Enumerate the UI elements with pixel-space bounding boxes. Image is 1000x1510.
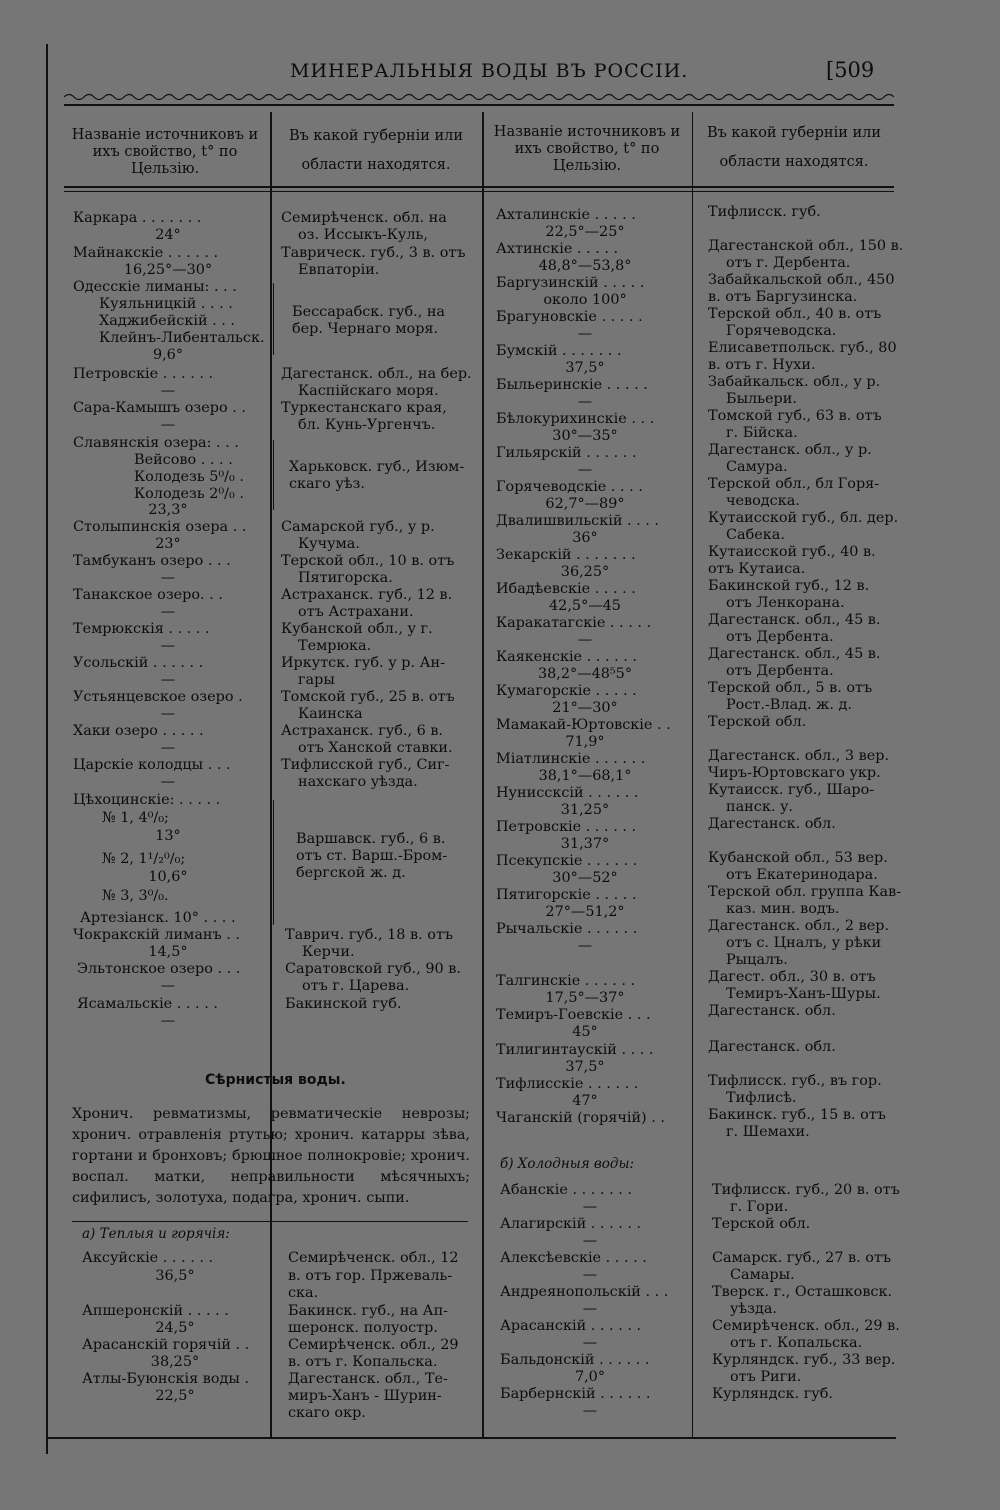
- source-name: Хаки озеро . . . . .: [73, 723, 204, 739]
- source-name: Столыпинскія озера . .: [73, 519, 247, 535]
- header-line: Цельзію.: [552, 158, 622, 174]
- temperature-value: —: [582, 1233, 598, 1249]
- temperature-value: 37,5°: [565, 360, 605, 376]
- source-name: Тифлисскіе . . . . . .: [496, 1076, 639, 1092]
- temperature-value: 24°: [155, 227, 181, 243]
- source-name: Петровскіе . . . . . .: [496, 819, 637, 835]
- temperature-value: —: [577, 632, 593, 648]
- location-text: Темрюка.: [298, 638, 372, 654]
- temperature-value: 71,9°: [565, 734, 605, 750]
- location-text: Дагестанск. обл., 45 в.: [708, 646, 881, 662]
- source-name: Вейсово . . . .: [134, 452, 233, 468]
- source-name: Клейнъ-Либентальск.: [99, 330, 265, 346]
- location-text: Тифлисск. губ.: [708, 204, 821, 220]
- section-title: Сѣрнистыя воды.: [205, 1072, 346, 1088]
- location-text: Семирѣченск. обл., 12: [288, 1250, 459, 1266]
- location-text: Тифлисѣ.: [726, 1090, 797, 1106]
- location-text: Дагестанск. обл.: [708, 816, 836, 832]
- source-name: Зекарскій . . . . . . .: [496, 547, 636, 563]
- location-text: Дагестанск. обл., 3 вер.: [708, 748, 890, 764]
- header-bottom-rule: [64, 186, 894, 188]
- location-text: Дагестанск. обл., на бер.: [281, 366, 472, 382]
- location-text: Семирѣченск. обл., 29: [288, 1337, 459, 1353]
- location-text: Самарской губ., у р.: [281, 519, 435, 535]
- location-text: Бакинск. губ., 15 в. отъ: [708, 1107, 886, 1123]
- location-text: Чиръ-Юртовскаго укр.: [708, 765, 881, 781]
- source-name: Рычальскіе . . . . . .: [496, 921, 638, 937]
- temperature-value: 42,5°—45: [549, 598, 621, 614]
- temperature-value: —: [577, 326, 593, 342]
- location-text: отъ с. Цналъ, у рѣки: [726, 935, 882, 951]
- temperature-value: 45°: [572, 1024, 598, 1040]
- column-divider-3: [692, 112, 693, 1437]
- location-text: чеводска.: [726, 493, 800, 509]
- temperature-value: —: [577, 938, 593, 954]
- temperature-value: —: [160, 978, 176, 994]
- source-name: Чаганскій (горячій) . .: [496, 1110, 665, 1126]
- temperature-value: 13°: [155, 828, 181, 844]
- section-description: Хронич. ревматизмы, ревматическіе неврозы; хронич. отравленія ртутью; хронич. катарры зѣва, гортани и бронховъ; брюшное полнокровіе; хронич. воспал. матки, неправильности мѣсячныхъ; сифилисъ, золотуха, подагра, хронич. сыпи.: [72, 1106, 470, 1206]
- bottom-frame-rule: [46, 1437, 896, 1439]
- header-line: Названіе источниковъ и: [493, 124, 681, 140]
- temperature-value: 24,5°: [155, 1320, 195, 1336]
- source-name: Петровскіе . . . . . .: [73, 366, 214, 382]
- source-name: Гильярскій . . . . . .: [496, 445, 637, 461]
- source-name: Одесскіе лиманы: . . .: [73, 279, 237, 295]
- location-text: бер. Чернаго моря.: [292, 321, 439, 337]
- location-text: Быльери.: [726, 391, 797, 407]
- source-name: Эльтонское озеро . . .: [77, 961, 241, 977]
- location-text: Терской обл.: [708, 714, 807, 730]
- location-text: отъ Дербента.: [726, 629, 834, 645]
- temperature-value: 9,6°: [152, 347, 184, 363]
- header-line: области находятся.: [719, 154, 869, 170]
- location-text: отъ Дербента.: [726, 663, 834, 679]
- location-text: Тифлисской губ., Сиг-: [281, 757, 450, 773]
- location-text: миръ-Ханъ - Шурин-: [288, 1388, 442, 1404]
- temperature-value: —: [160, 706, 176, 722]
- location-text: Сабека.: [726, 527, 785, 543]
- temperature-value: 36,5°: [155, 1268, 195, 1284]
- source-name: Апшеронскій . . . . .: [82, 1303, 229, 1319]
- location-text: Саратовской губ., 90 в.: [285, 961, 461, 977]
- column-divider-1: [270, 112, 272, 1437]
- header-province-col-left: [272, 128, 480, 174]
- location-text: Бакинск. губ., на Ап-: [288, 1303, 449, 1319]
- source-name: Царскіе колодцы . . .: [73, 757, 231, 773]
- location-text: Кутаисской губ., 40 в.: [708, 544, 876, 560]
- temperature-value: —: [582, 1267, 598, 1283]
- brace-tsekhotsinsk: [273, 800, 274, 925]
- location-text: Дагестанск. обл., 2 вер.: [708, 918, 890, 934]
- temperature-value: 38,25°: [150, 1354, 200, 1370]
- subsection-cold: б) Холодныя воды:: [500, 1156, 635, 1172]
- subsection-rule: [72, 1221, 468, 1222]
- temperature-value: 22,5°—25°: [545, 224, 625, 240]
- source-name: Атлы-Буюнскія воды .: [82, 1371, 250, 1387]
- location-text: Астраханск. губ., 6 в.: [281, 723, 444, 739]
- location-text: Каинска: [298, 706, 363, 722]
- location-text: в. отъ гор. Пржеваль-: [288, 1268, 453, 1284]
- location-text: Пятигорска.: [298, 570, 393, 586]
- location-text: в. отъ г. Нухи.: [708, 357, 816, 373]
- location-text: отъ ст. Варш.-Бром-: [296, 848, 448, 864]
- location-text: Рост.-Влад. ж. д.: [726, 697, 852, 713]
- source-name: Бальдонскій . . . . . .: [500, 1352, 650, 1368]
- location-text: отъ Риги.: [730, 1369, 802, 1385]
- source-name: Андреянопольскій . . .: [500, 1284, 669, 1300]
- location-text: бергской ж. д.: [296, 865, 406, 881]
- source-name: Двалишвильскій . . . .: [496, 513, 660, 529]
- location-text: ска.: [288, 1285, 319, 1301]
- source-name: № 3, 3⁰/₀.: [102, 888, 169, 904]
- location-text: Варшавск. губ., 6 в.: [296, 831, 446, 847]
- location-text: бл. Кунь-Ургенчъ.: [298, 417, 436, 433]
- header-line: Въ какой губерніи или: [288, 128, 464, 144]
- header-line: Въ какой губерніи или: [706, 125, 882, 141]
- location-text: Туркестанскаго края,: [281, 400, 447, 416]
- temperature-value: —: [582, 1335, 598, 1351]
- location-text: Каспійскаго моря.: [298, 383, 439, 399]
- source-name: Танакское озеро. . .: [73, 587, 223, 603]
- location-text: скаго окр.: [288, 1405, 366, 1421]
- location-text: Терской обл.: [712, 1216, 811, 1232]
- location-text: нахскаго уѣзда.: [298, 774, 418, 790]
- temperature-value: —: [160, 638, 176, 654]
- location-text: Тверск. г., Осташковск.: [712, 1284, 893, 1300]
- location-text: отъ Ленкорана.: [726, 595, 845, 611]
- location-text: отъ г. Дербента.: [726, 255, 851, 271]
- location-text: отъ Кутаиса.: [708, 561, 806, 577]
- location-text: Томской губ., 63 в. отъ: [708, 408, 882, 424]
- location-text: г. Гори.: [730, 1199, 789, 1215]
- source-name: Темрюкскія . . . . .: [73, 621, 210, 637]
- source-name: № 1, 4⁰/₀;: [102, 810, 169, 826]
- temperature-value: —: [160, 1013, 176, 1029]
- location-text: Семирѣченск. обл., 29 в.: [712, 1318, 900, 1334]
- source-name: Аксуйскіе . . . . . .: [82, 1250, 214, 1266]
- source-name: Арасанскій горячій . .: [82, 1337, 250, 1353]
- temperature-value: 37,5°: [565, 1059, 605, 1075]
- source-name: Хаджибейскій . . .: [99, 313, 235, 329]
- location-text: отъ г. Копальска.: [730, 1335, 863, 1351]
- temperature-value: —: [160, 383, 176, 399]
- location-text: Дагестанской обл., 150 в.: [708, 238, 904, 254]
- source-name: Горячеводскіе . . . .: [496, 479, 643, 495]
- location-text: Терской обл., 40 в. отъ: [708, 306, 882, 322]
- location-text: каз. мин. водъ.: [726, 901, 840, 917]
- source-name: Каякенскіе . . . . . .: [496, 649, 637, 665]
- location-text: Темиръ-Ханъ-Шуры.: [726, 986, 881, 1002]
- location-text: Кучума.: [298, 536, 360, 552]
- location-text: Бессарабск. губ., на: [292, 304, 446, 320]
- header-line: области находятся.: [301, 157, 451, 173]
- location-text: Кутаисск. губ., Шаро-: [708, 782, 875, 798]
- location-text: Иркутск. губ. у р. Ан-: [281, 655, 445, 671]
- location-text: шеронск. полуостр.: [288, 1320, 438, 1336]
- source-name: Ахтинскіе . . . . .: [496, 241, 619, 257]
- source-name: Славянскія озера: . . .: [73, 435, 239, 451]
- header-line: ихъ свойство, t° по: [514, 141, 660, 157]
- location-text: скаго уѣз.: [289, 476, 365, 492]
- brace-odessa: [273, 283, 274, 355]
- temperature-value: 14,5°: [148, 944, 188, 960]
- source-name: Ахталинскіе . . . . .: [496, 207, 636, 223]
- source-name: Тамбуканъ озеро . . .: [73, 553, 231, 569]
- location-text: Дагестанск. обл., 45 в.: [708, 612, 881, 628]
- header-province-col-right: [694, 125, 894, 171]
- location-text: Таврическ. губ., 3 в. отъ: [281, 245, 466, 261]
- temperature-value: —: [577, 394, 593, 410]
- temperature-value: 47°: [572, 1093, 598, 1109]
- temperature-value: 27°—51,2°: [545, 904, 625, 920]
- header-bottom-rule-2: [64, 191, 894, 192]
- location-text: Дагестанск. обл., Те-: [288, 1371, 448, 1387]
- source-name: Ибадѣевскіе . . . . .: [496, 581, 636, 597]
- temperature-value: —: [582, 1199, 598, 1215]
- location-text: панск. у.: [726, 799, 794, 815]
- location-text: Курляндск. губ.: [712, 1386, 833, 1402]
- temperature-value: 30°—52°: [552, 870, 618, 886]
- subsection-warm: а) Теплыя и горячія:: [82, 1226, 230, 1242]
- location-text: Забайкальской обл., 450: [708, 272, 895, 288]
- temperature-value: 48,8°—53,8°: [538, 258, 632, 274]
- source-name: Темиръ-Гоевскіе . . .: [496, 1007, 651, 1023]
- header-name-col-right: [484, 124, 690, 175]
- source-name: Талгинскіе . . . . . .: [496, 973, 636, 989]
- temperature-value: 30°—35°: [552, 428, 618, 444]
- source-name: Колодезь 2⁰/₀ .: [134, 486, 244, 502]
- source-name: Быльеринскіе . . . . .: [496, 377, 648, 393]
- location-text: Семирѣченск. обл. на: [281, 210, 447, 226]
- location-text: в. отъ Баргузинска.: [708, 289, 858, 305]
- source-name: Ясамальскіе . . . . .: [77, 996, 218, 1012]
- temperature-value: 21°—30°: [552, 700, 618, 716]
- left-frame-rule: [46, 44, 48, 1454]
- location-text: Забайкальск. обл., у р.: [708, 374, 881, 390]
- temperature-value: 38,1°—68,1°: [538, 768, 632, 784]
- temperature-value: 10,6°: [148, 869, 188, 885]
- location-text: Дагест. обл., 30 в. отъ: [708, 969, 876, 985]
- location-text: отъ Ханской ставки.: [298, 740, 453, 756]
- location-text: отъ г. Царева.: [302, 978, 410, 994]
- location-text: Астраханск. губ., 12 в.: [281, 587, 453, 603]
- source-name: № 2, 1¹/₂⁰/₀;: [102, 851, 186, 867]
- location-text: Самура.: [726, 459, 788, 475]
- source-name: Арасанскій . . . . . .: [500, 1318, 642, 1334]
- location-text: отъ Екатеринодара.: [726, 867, 878, 883]
- source-name: Каракатагскіе . . . . .: [496, 615, 652, 631]
- location-text: Дагестанск. обл.: [708, 1003, 836, 1019]
- source-name: Брагуновскіе . . . . .: [496, 309, 643, 325]
- temperature-value: —: [577, 462, 593, 478]
- temperature-value: 31,37°: [560, 836, 610, 852]
- header-line: Названіе источниковъ и: [71, 127, 259, 143]
- temperature-value: 23,3°: [148, 502, 188, 518]
- brace-slavyansk: [273, 440, 274, 510]
- location-text: отъ Астрахани.: [298, 604, 414, 620]
- page-title: МИНЕРАЛЬНЫЯ ВОДЫ ВЪ РОССІИ.: [290, 60, 689, 82]
- source-name: Чокракскій лиманъ . .: [73, 927, 240, 943]
- source-name: Бумскій . . . . . . .: [496, 343, 622, 359]
- temperature-value: —: [160, 774, 176, 790]
- location-text: Терской обл., 5 в. отъ: [708, 680, 873, 696]
- location-text: Курляндск. губ., 33 вер.: [712, 1352, 896, 1368]
- source-name: Куяльницкій . . . .: [99, 296, 233, 312]
- source-name: Мамакай-Юртовскіе . .: [496, 717, 671, 733]
- location-text: Терской обл. группа Кав-: [708, 884, 902, 900]
- location-text: Терской обл., бл Горя-: [708, 476, 880, 492]
- location-text: Рыцалъ.: [726, 952, 788, 968]
- page-number: [509: [826, 58, 875, 82]
- location-text: Кубанской обл., у г.: [281, 621, 433, 637]
- location-text: Керчи.: [302, 944, 355, 960]
- location-text: Елисаветпольск. губ., 80: [708, 340, 897, 356]
- temperature-value: 23°: [155, 536, 181, 552]
- source-name: Кумагорскіе . . . . .: [496, 683, 637, 699]
- location-text: Горячеводска.: [726, 323, 837, 339]
- temperature-value: 38,2°—48⁵5°: [537, 666, 633, 682]
- source-name: Тилигинтаускій . . . .: [496, 1042, 654, 1058]
- location-text: оз. Иссыкъ-Куль,: [298, 227, 428, 243]
- temperature-value: 16,25°—30°: [123, 262, 213, 278]
- location-text: Бакинской губ., 12 в.: [708, 578, 870, 594]
- ornamental-wavy-rule: [64, 92, 894, 102]
- location-text: Дагестанск. обл.: [708, 1039, 836, 1055]
- source-name: Каркара . . . . . . .: [73, 210, 202, 226]
- location-text: Тифлисск. губ., въ гор.: [708, 1073, 882, 1089]
- location-text: Харьковск. губ., Изюм-: [289, 459, 465, 475]
- source-name: Баргузинскій . . . . .: [496, 275, 645, 291]
- temperature-value: 36°: [572, 530, 598, 546]
- source-name: Майнакскіе . . . . . .: [73, 245, 219, 261]
- temperature-value: —: [160, 604, 176, 620]
- location-text: в. отъ г. Копальска.: [288, 1354, 438, 1370]
- location-text: г. Шемахи.: [726, 1124, 810, 1140]
- source-name: Бѣлокурихинскіе . . .: [496, 411, 655, 427]
- location-text: Тифлисск. губ., 20 в. отъ: [712, 1182, 900, 1198]
- location-text: Томской губ., 25 в. отъ: [281, 689, 455, 705]
- temperature-value: 31,25°: [560, 802, 610, 818]
- temperature-value: около 100°: [543, 292, 627, 308]
- source-name: Устьянцевское озеро .: [73, 689, 243, 705]
- source-name: Колодезь 5⁰/₀ .: [134, 469, 244, 485]
- location-text: уѣзда.: [730, 1301, 778, 1317]
- temperature-value: —: [160, 570, 176, 586]
- header-line: ихъ свойство, t° по: [92, 144, 238, 160]
- temperature-value: 36,25°: [560, 564, 610, 580]
- location-text: Дагестанск. обл., у р.: [708, 442, 872, 458]
- location-text: Терской обл., 10 в. отъ: [281, 553, 455, 569]
- temperature-value: —: [160, 740, 176, 756]
- location-text: Бакинской губ.: [285, 996, 402, 1012]
- source-name: Псекупскіе . . . . . .: [496, 853, 638, 869]
- source-name: Пятигорскіе . . . . .: [496, 887, 637, 903]
- location-text: гары: [298, 672, 335, 688]
- location-text: г. Бійска.: [726, 425, 798, 441]
- source-name: Алагирскій . . . . . .: [500, 1216, 642, 1232]
- source-name: Артезіанск. 10° . . . .: [80, 910, 236, 926]
- location-text: Таврич. губ., 18 в. отъ: [285, 927, 454, 943]
- source-name: Міатлинскіе . . . . . .: [496, 751, 646, 767]
- column-divider-2: [482, 112, 484, 1437]
- temperature-value: —: [160, 417, 176, 433]
- header-top-rule: [64, 104, 894, 106]
- temperature-value: 22,5°: [155, 1388, 195, 1404]
- temperature-value: —: [582, 1403, 598, 1419]
- source-name: Барбернскій . . . . . .: [500, 1386, 651, 1402]
- header-line: Цельзію.: [130, 161, 200, 177]
- source-name: Сара-Камышъ озеро . .: [73, 400, 246, 416]
- location-text: Кутаисской губ., бл. дер.: [708, 510, 899, 526]
- source-name: Цѣхоцинскіе: . . . . .: [73, 792, 221, 808]
- location-text: Евпаторіи.: [298, 262, 380, 278]
- temperature-value: —: [160, 672, 176, 688]
- header-name-col-left: [62, 127, 268, 178]
- temperature-value: —: [582, 1301, 598, 1317]
- source-name: Абанскіе . . . . . . .: [500, 1182, 632, 1198]
- location-text: Кубанской обл., 53 вер.: [708, 850, 888, 866]
- temperature-value: 17,5°—37°: [545, 990, 625, 1006]
- location-text: Самары.: [730, 1267, 795, 1283]
- location-text: Самарск. губ., 27 в. отъ: [712, 1250, 892, 1266]
- source-name: Нуниссксій . . . . . .: [496, 785, 639, 801]
- temperature-value: 7,0°: [574, 1369, 606, 1385]
- temperature-value: 62,7°—89°: [545, 496, 625, 512]
- source-name: Алексѣевскіе . . . . .: [500, 1250, 647, 1266]
- source-name: Усольскій . . . . . .: [73, 655, 204, 671]
